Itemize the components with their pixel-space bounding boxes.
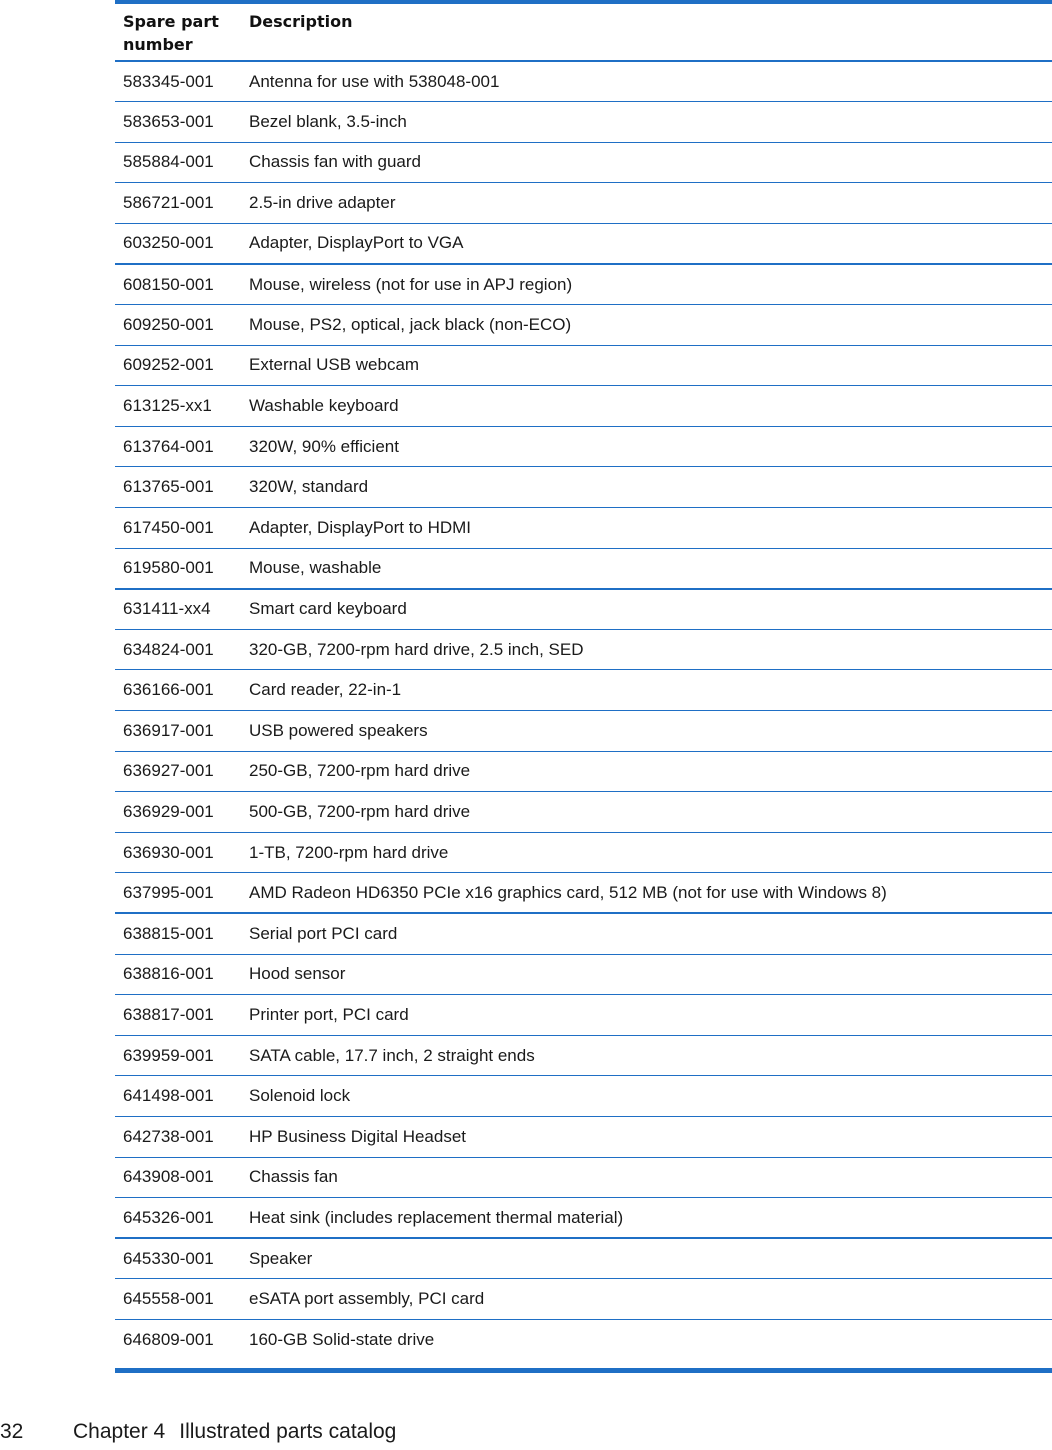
description-cell: Adapter, DisplayPort to VGA [249, 233, 464, 253]
part-number-cell: 617450-001 [123, 517, 214, 537]
part-number-cell: 636930-001 [123, 842, 214, 862]
description-cell: Antenna for use with 538048-001 [249, 71, 500, 91]
part-number-cell: 609250-001 [123, 314, 214, 334]
description-cell: Mouse, PS2, optical, jack black (non-ECO) [249, 314, 572, 334]
table-row [115, 508, 1052, 549]
table-row [115, 345, 1052, 386]
table-row [115, 832, 1052, 873]
description-cell: Smart card keyboard [249, 599, 407, 619]
description-cell: 320-GB, 7200-rpm hard drive, 2.5 inch, SED [249, 639, 584, 659]
description-cell: Bezel blank, 3.5-inch [249, 111, 407, 131]
part-number-cell: 642738-001 [123, 1126, 214, 1146]
description-cell: Serial port PCI card [249, 924, 398, 944]
part-number-cell: 638816-001 [123, 964, 214, 984]
description-cell: AMD Radeon HD6350 PCIe x16 graphics card, 512 MB (not for use with Windows 8) [249, 882, 887, 902]
part-number-cell: 645558-001 [123, 1289, 214, 1309]
table-row [115, 142, 1052, 183]
table-row [115, 264, 1052, 305]
description-cell: Solenoid lock [249, 1086, 351, 1106]
description-cell: 1-TB, 7200-rpm hard drive [249, 842, 449, 862]
part-number-cell: 583653-001 [123, 111, 214, 131]
table-row [115, 426, 1052, 467]
description-cell: 160-GB Solid-state drive [249, 1329, 435, 1349]
part-number-cell: 634824-001 [123, 639, 214, 659]
part-number-cell: 636929-001 [123, 801, 214, 821]
part-number-cell: 603250-001 [123, 233, 214, 253]
part-number-cell: 609252-001 [123, 355, 214, 375]
table-row [115, 711, 1052, 752]
description-cell: External USB webcam [249, 355, 420, 375]
table-row [115, 1035, 1052, 1076]
description-cell: 320W, 90% efficient [249, 436, 399, 456]
table-row [115, 61, 1052, 102]
part-number-cell: 631411-xx4 [123, 599, 211, 619]
table-row [115, 954, 1052, 995]
header-spare-part-number: Spare part number [123, 12, 219, 54]
part-number-cell: 619580-001 [123, 558, 214, 578]
description-cell: Mouse, washable [249, 558, 382, 578]
description-cell: 500-GB, 7200-rpm hard drive [249, 801, 471, 821]
part-number-cell: 646809-001 [123, 1329, 214, 1349]
description-cell: Card reader, 22-in-1 [249, 680, 402, 700]
description-cell: 320W, standard [249, 477, 369, 497]
part-number-cell: 613765-001 [123, 477, 214, 497]
description-cell: Printer port, PCI card [249, 1004, 409, 1024]
table-row [115, 183, 1052, 224]
part-number-cell: 641498-001 [123, 1086, 214, 1106]
table-row [115, 751, 1052, 792]
part-number-cell: 636166-001 [123, 680, 214, 700]
table-row [115, 1116, 1052, 1157]
chapter-reference [73, 1420, 396, 1444]
table-row [115, 792, 1052, 833]
table-row [115, 670, 1052, 711]
table-row [115, 629, 1052, 670]
table-row [115, 913, 1052, 954]
part-number-cell: 638817-001 [123, 1004, 214, 1024]
description-cell: Chassis fan [249, 1167, 338, 1187]
description-cell: Chassis fan with guard [249, 152, 421, 172]
table-row [115, 873, 1052, 914]
part-number-cell: 639959-001 [123, 1045, 214, 1065]
description-cell: Washable keyboard [249, 396, 399, 416]
part-number-cell: 583345-001 [123, 71, 214, 91]
part-number-cell: 645330-001 [123, 1248, 214, 1268]
page-number: 32 [0, 1420, 24, 1443]
description-cell: 250-GB, 7200-rpm hard drive [249, 761, 471, 781]
table-header-row [115, 4, 1052, 61]
table-row [115, 386, 1052, 427]
table-row [115, 1319, 1052, 1360]
description-cell: Heat sink (includes replacement thermal material) [249, 1207, 624, 1227]
part-number-cell: 645326-001 [123, 1207, 214, 1227]
table-row [115, 589, 1052, 630]
part-number-cell: 613764-001 [123, 436, 214, 456]
part-number-cell: 638815-001 [123, 924, 214, 944]
table-row [115, 305, 1052, 346]
table-row [115, 223, 1052, 264]
chapter-title: Illustrated parts catalog [179, 1420, 397, 1443]
spare-parts-table [115, 4, 1052, 1360]
part-number-cell: 613125-xx1 [123, 396, 212, 416]
description-cell: SATA cable, 17.7 inch, 2 straight ends [249, 1045, 535, 1065]
part-number-cell: 636927-001 [123, 761, 214, 781]
part-number-cell: 643908-001 [123, 1167, 214, 1187]
table-row [115, 548, 1052, 589]
table-bottom-rule [115, 1368, 1052, 1373]
table-row [115, 1238, 1052, 1279]
table-row [115, 102, 1052, 143]
description-cell: Speaker [249, 1248, 313, 1268]
part-number-cell: 608150-001 [123, 274, 214, 294]
description-cell: 2.5-in drive adapter [249, 193, 396, 213]
table-row [115, 1198, 1052, 1239]
table-row [115, 995, 1052, 1036]
part-number-cell: 586721-001 [123, 193, 214, 213]
table-row [115, 467, 1052, 508]
description-cell: Mouse, wireless (not for use in APJ region) [249, 274, 573, 294]
description-cell: Adapter, DisplayPort to HDMI [249, 517, 472, 537]
table-row [115, 1076, 1052, 1117]
part-number-cell: 637995-001 [123, 882, 214, 902]
description-cell: Hood sensor [249, 964, 346, 984]
part-number-cell: 585884-001 [123, 152, 214, 172]
description-cell: HP Business Digital Headset [249, 1126, 467, 1146]
table-row [115, 1157, 1052, 1198]
chapter-label: Chapter 4 [73, 1420, 166, 1443]
table-row [115, 1279, 1052, 1320]
header-description: Description [249, 12, 353, 31]
part-number-cell: 636917-001 [123, 720, 214, 740]
description-cell: eSATA port assembly, PCI card [249, 1289, 485, 1309]
description-cell: USB powered speakers [249, 720, 428, 740]
